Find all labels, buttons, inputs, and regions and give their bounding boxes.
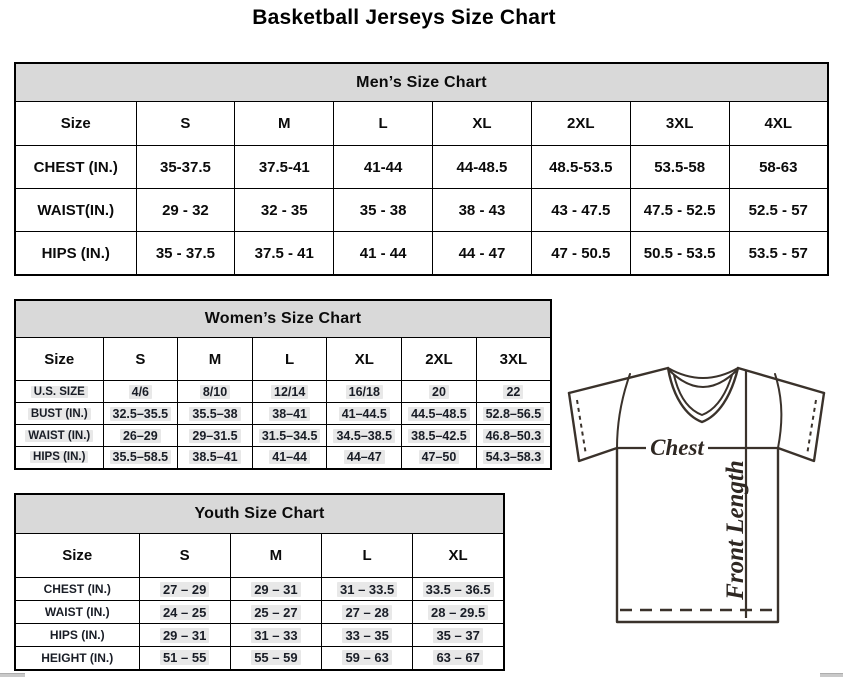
table-row-chest xyxy=(15,578,504,601)
mens-size-table xyxy=(14,62,829,276)
value-cell xyxy=(327,425,402,447)
value-cell: 41-44 xyxy=(334,146,433,189)
value-cell xyxy=(402,381,477,403)
row-label xyxy=(15,447,103,469)
cell-value: 35.5–58.5 xyxy=(110,450,172,464)
cell-value: 34.5–38.5 xyxy=(333,429,395,443)
cell-value: 20 xyxy=(429,385,449,399)
cell-value: 16/18 xyxy=(346,385,383,399)
cell-value: 51 – 55 xyxy=(160,650,209,665)
youth-size-header-row xyxy=(15,534,504,578)
cell-value: 4/6 xyxy=(129,385,152,399)
table-row-hips xyxy=(15,447,551,469)
cell-value: 27 – 28 xyxy=(342,605,391,620)
value-cell xyxy=(252,425,327,447)
cell-value: 63 – 67 xyxy=(433,650,482,665)
womens-size-header-row xyxy=(15,338,551,381)
value-cell: 52.5 - 57 xyxy=(729,189,828,232)
cell-value: 31 – 33.5 xyxy=(337,582,397,597)
mens-table-title: Men’s Size Chart xyxy=(15,63,828,102)
cell-value: 52.8–56.5 xyxy=(483,407,545,421)
row-label-text: HIPS (IN.) xyxy=(30,451,88,463)
value-cell: 35 - 37.5 xyxy=(136,232,235,276)
value-cell: 48.5-53.5 xyxy=(531,146,630,189)
cell-value: 41–44.5 xyxy=(339,407,390,421)
value-cell xyxy=(476,403,551,425)
size-column-header: Size xyxy=(15,338,103,381)
table-row-bust xyxy=(15,403,551,425)
row-label: WAIST (IN.) xyxy=(15,601,139,624)
value-cell: 53.5-58 xyxy=(630,146,729,189)
size-header-4xl: 4XL xyxy=(729,102,828,146)
cell-value: 22 xyxy=(503,385,523,399)
cell-value: 8/10 xyxy=(200,385,230,399)
row-label: WAIST(IN.) xyxy=(15,189,136,232)
cell-value: 44.5–48.5 xyxy=(408,407,470,421)
cell-value: 32.5–35.5 xyxy=(110,407,172,421)
value-cell xyxy=(413,601,504,624)
size-header-l: L xyxy=(252,338,327,381)
page-title: Basketball Jerseys Size Chart xyxy=(252,6,556,29)
size-header-2xl: 2XL xyxy=(402,338,477,381)
youth-table-title: Youth Size Chart xyxy=(15,494,504,534)
value-cell xyxy=(230,624,321,647)
size-column-header: Size xyxy=(15,534,139,578)
cell-value: 31.5–34.5 xyxy=(259,429,321,443)
right-cuff-seam xyxy=(807,400,816,455)
value-cell xyxy=(322,647,413,670)
row-label: CHEST (IN.) xyxy=(15,578,139,601)
size-header-s: S xyxy=(136,102,235,146)
size-header-m: M xyxy=(178,338,253,381)
row-label xyxy=(15,381,103,403)
mens-table-title-row xyxy=(15,63,828,102)
womens-table-title-row xyxy=(15,300,551,338)
row-label xyxy=(15,425,103,447)
value-cell xyxy=(178,447,253,469)
cell-value: 27 – 29 xyxy=(160,582,209,597)
cell-value: 54.3–58.3 xyxy=(483,450,545,464)
cell-value: 38–41 xyxy=(269,407,310,421)
value-cell: 37.5-41 xyxy=(235,146,334,189)
value-cell xyxy=(103,425,178,447)
size-header-3xl: 3XL xyxy=(476,338,551,381)
cell-value: 59 – 63 xyxy=(342,650,391,665)
row-label: HIPS (IN.) xyxy=(15,624,139,647)
value-cell xyxy=(327,403,402,425)
size-header-l: L xyxy=(334,102,433,146)
cell-value: 38.5–42.5 xyxy=(408,429,470,443)
value-cell: 29 - 32 xyxy=(136,189,235,232)
value-cell xyxy=(327,447,402,469)
cell-value: 26–29 xyxy=(120,429,161,443)
value-cell: 44 - 47 xyxy=(433,232,532,276)
table-row-height xyxy=(15,647,504,670)
value-cell xyxy=(402,447,477,469)
value-cell xyxy=(139,578,230,601)
row-label xyxy=(15,403,103,425)
row-label-text: BUST (IN.) xyxy=(28,408,91,420)
size-header-s: S xyxy=(103,338,178,381)
table-row-waist xyxy=(15,189,828,232)
cell-value: 12/14 xyxy=(271,385,308,399)
cell-value: 33.5 – 36.5 xyxy=(423,582,494,597)
row-label-text: WAIST (IN.) xyxy=(25,430,93,442)
youth-size-table xyxy=(14,493,505,671)
row-label: CHEST (IN.) xyxy=(15,146,136,189)
cell-value: 24 – 25 xyxy=(160,605,209,620)
value-cell xyxy=(327,381,402,403)
size-header-xl: XL xyxy=(327,338,402,381)
table-row-us-size xyxy=(15,381,551,403)
value-cell xyxy=(252,403,327,425)
cell-value: 33 – 35 xyxy=(342,628,391,643)
size-header-xl: XL xyxy=(413,534,504,578)
value-cell xyxy=(402,403,477,425)
value-cell xyxy=(322,601,413,624)
value-cell xyxy=(252,447,327,469)
value-cell: 47 - 50.5 xyxy=(531,232,630,276)
jersey-measurement-diagram xyxy=(556,352,843,674)
cell-value: 41–44 xyxy=(269,450,310,464)
value-cell: 44-48.5 xyxy=(433,146,532,189)
size-header-l: L xyxy=(322,534,413,578)
mens-size-header-row xyxy=(15,102,828,146)
size-header-2xl: 2XL xyxy=(531,102,630,146)
cell-value: 25 – 27 xyxy=(251,605,300,620)
row-label-text: U.S. SIZE xyxy=(31,386,88,398)
value-cell: 43 - 47.5 xyxy=(531,189,630,232)
cell-value: 44–47 xyxy=(344,450,385,464)
cell-value: 35.5–38 xyxy=(189,407,240,421)
value-cell xyxy=(413,647,504,670)
value-cell xyxy=(103,403,178,425)
value-cell xyxy=(139,601,230,624)
value-cell xyxy=(103,381,178,403)
value-cell xyxy=(178,381,253,403)
value-cell xyxy=(103,447,178,469)
cell-value: 38.5–41 xyxy=(189,450,240,464)
size-header-3xl: 3XL xyxy=(630,102,729,146)
cell-value: 47–50 xyxy=(419,450,460,464)
value-cell: 32 - 35 xyxy=(235,189,334,232)
value-cell xyxy=(476,447,551,469)
table-row-chest xyxy=(15,146,828,189)
value-cell xyxy=(230,647,321,670)
left-cuff-seam xyxy=(577,400,586,455)
cropped-ui-fragment xyxy=(820,673,843,677)
size-header-s: S xyxy=(139,534,230,578)
value-cell: 37.5 - 41 xyxy=(235,232,334,276)
size-header-m: M xyxy=(230,534,321,578)
cell-value: 31 – 33 xyxy=(251,628,300,643)
value-cell xyxy=(413,624,504,647)
chest-label: Chest xyxy=(650,435,704,460)
row-label: HEIGHT (IN.) xyxy=(15,647,139,670)
value-cell xyxy=(230,578,321,601)
cell-value: 29 – 31 xyxy=(251,582,300,597)
size-column-header: Size xyxy=(15,102,136,146)
value-cell xyxy=(476,425,551,447)
value-cell: 47.5 - 52.5 xyxy=(630,189,729,232)
cell-value: 29 – 31 xyxy=(160,628,209,643)
value-cell xyxy=(178,425,253,447)
womens-table-title: Women’s Size Chart xyxy=(15,300,551,338)
value-cell xyxy=(139,647,230,670)
value-cell xyxy=(252,381,327,403)
value-cell xyxy=(139,624,230,647)
cell-value: 46.8–50.3 xyxy=(483,429,545,443)
value-cell: 50.5 - 53.5 xyxy=(630,232,729,276)
youth-table-title-row xyxy=(15,494,504,534)
value-cell xyxy=(322,578,413,601)
table-row-hips xyxy=(15,232,828,276)
value-cell xyxy=(178,403,253,425)
table-row-hips xyxy=(15,624,504,647)
value-cell xyxy=(476,381,551,403)
row-label: HIPS (IN.) xyxy=(15,232,136,276)
cell-value: 28 – 29.5 xyxy=(428,605,488,620)
table-row-waist xyxy=(15,601,504,624)
value-cell: 53.5 - 57 xyxy=(729,232,828,276)
size-header-xl: XL xyxy=(433,102,532,146)
womens-size-table xyxy=(14,299,552,470)
value-cell xyxy=(413,578,504,601)
value-cell: 35-37.5 xyxy=(136,146,235,189)
table-row-waist xyxy=(15,425,551,447)
value-cell xyxy=(230,601,321,624)
value-cell xyxy=(322,624,413,647)
value-cell xyxy=(402,425,477,447)
cell-value: 35 – 37 xyxy=(433,628,482,643)
value-cell: 41 - 44 xyxy=(334,232,433,276)
cell-value: 55 – 59 xyxy=(251,650,300,665)
size-header-m: M xyxy=(235,102,334,146)
value-cell: 58-63 xyxy=(729,146,828,189)
cell-value: 29–31.5 xyxy=(189,429,240,443)
value-cell: 38 - 43 xyxy=(433,189,532,232)
front-length-label: Front Length xyxy=(722,460,749,600)
cropped-ui-fragment xyxy=(0,673,25,677)
value-cell: 35 - 38 xyxy=(334,189,433,232)
